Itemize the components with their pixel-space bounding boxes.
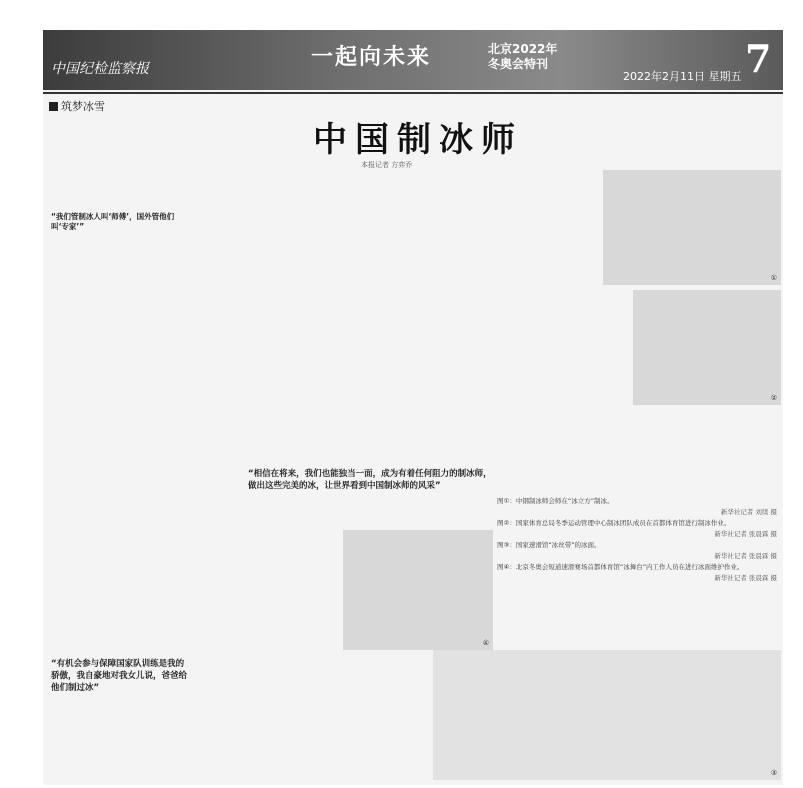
article-title: 中国制冰师: [313, 120, 523, 160]
caption-2-credit: 新华社记者 张晨霖 摄: [714, 530, 777, 538]
special-edition-label: 北京2022年 冬奥会特刊: [488, 42, 558, 71]
photo-ice-crew: [603, 170, 781, 285]
article-byline: 本报记者 方弈乔: [361, 161, 413, 169]
subhead-1: “我们管制冰人叫‘师傅’，国外管他们叫‘专家’”: [51, 212, 175, 231]
photo-number: ②: [770, 394, 777, 402]
issue-date: 2022年2月11日 星期五: [623, 70, 742, 83]
newspaper-page: [43, 30, 783, 785]
newspaper-logo: 中国纪检监察报: [51, 61, 149, 77]
photo-number: ①: [770, 274, 777, 282]
subhead-2: “有机会参与保障国家队训练是我的骄傲，我自豪地对我女儿说，爸爸给他们制过冰”: [51, 659, 188, 693]
page-number: 7: [745, 36, 772, 81]
column-tag: 筑梦冰雪: [49, 98, 105, 114]
caption-1-credit: 新华社记者 刘续 摄: [720, 508, 777, 516]
photo-speed-skating-oval: [433, 650, 781, 780]
photo-captions: [497, 496, 777, 584]
page-banner: [43, 30, 783, 90]
subhead-3: “相信在将来，我们也能独当一面，成为有着任何阻力的制冰师，做出这些完美的冰，让世界看到中国制冰师的风采”: [248, 469, 492, 491]
column-tag-icon: [49, 102, 58, 111]
caption-4: 图④：北京冬奥会短道速滑赛场首都体育馆“冰舞台”内工作人员在进行冰面维护作业。: [497, 563, 744, 571]
caption-2: 图②：国家体育总局冬季运动管理中心制冰团队成员在首都体育馆进行制冰作业。: [497, 519, 731, 527]
article-column-4b: [501, 270, 641, 495]
photo-ice-machines: [343, 530, 493, 650]
banner-motto: 一起向未来: [311, 45, 432, 70]
caption-1: 图①：中钢制冰师会师在“冰立方”制冰。: [497, 497, 614, 505]
photo-number: ③: [770, 769, 777, 777]
photo-number: ④: [482, 639, 489, 647]
caption-4-credit: 新华社记者 张晨霖 摄: [714, 574, 777, 582]
caption-3: 图③：国家速滑馆“冰丝带”的冰面。: [497, 541, 601, 549]
photo-ice-resurfacer: [633, 290, 781, 405]
header-rule: [43, 92, 783, 94]
caption-3-credit: 新华社记者 张晨霖 摄: [714, 552, 777, 560]
